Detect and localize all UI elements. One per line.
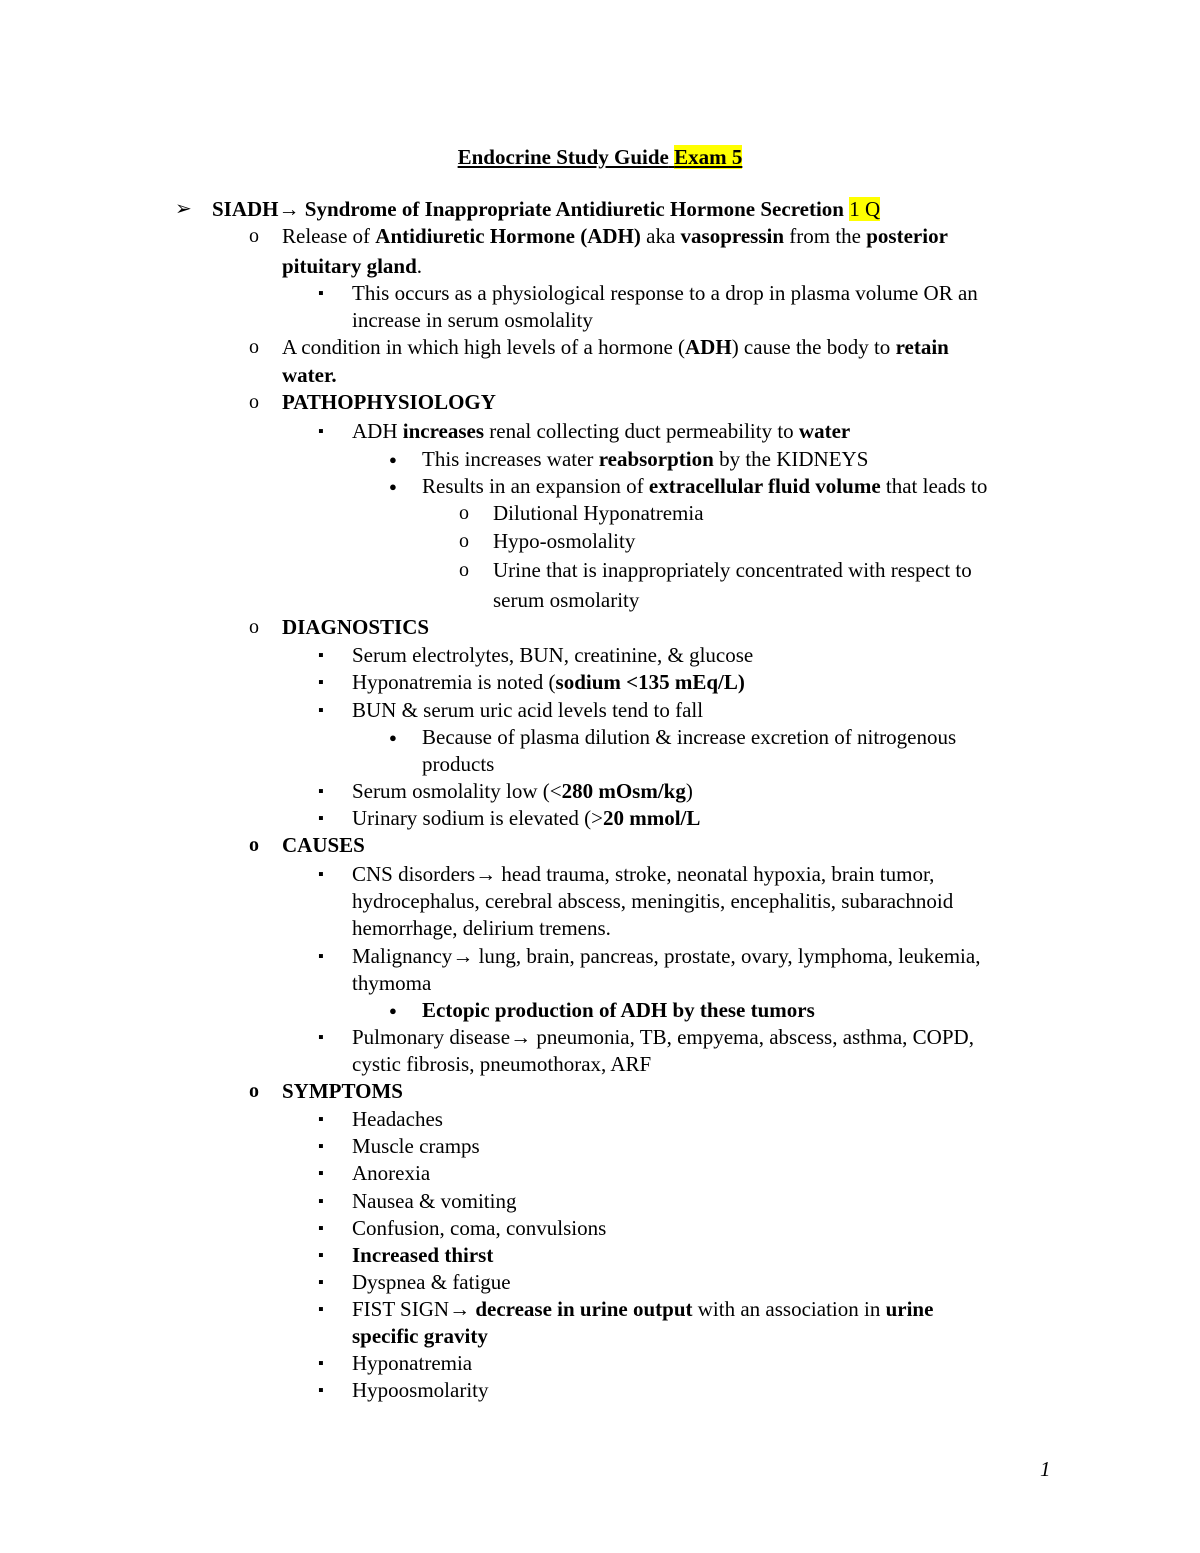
text-run: posterior (866, 224, 948, 248)
text-run: → (449, 1297, 471, 1321)
page-title (0, 142, 1200, 172)
text-run: with an association in (692, 1297, 886, 1321)
text-run: that leads to (880, 474, 988, 498)
text-run: serum osmolarity (493, 588, 640, 612)
text-run: This increases water (422, 447, 599, 471)
dot-bullet-icon: ● (389, 479, 397, 494)
text-run: Serum osmolality low (< (352, 779, 562, 803)
text-run: DIAGNOSTICS (282, 615, 430, 639)
text-run: water. (282, 363, 337, 387)
text-run: Anorexia (352, 1161, 431, 1185)
text-run: products (422, 752, 495, 776)
circle-bullet-icon: o (249, 834, 259, 856)
text-run: reabsorption (598, 447, 714, 471)
square-bullet-icon: ▪ (318, 702, 324, 719)
text-line (352, 1269, 511, 1296)
text-run: → (475, 862, 497, 886)
text-run: FIST SIGN (352, 1297, 450, 1321)
text-run: cystic fibrosis, pneumothorax, ARF (352, 1052, 652, 1076)
text-line (352, 1024, 974, 1051)
circle-bullet-icon: o (249, 616, 259, 638)
text-run: → (278, 197, 300, 221)
square-bullet-icon: ▪ (318, 1193, 324, 1210)
text-run: aka (640, 224, 681, 248)
circle-bullet-icon: o (459, 530, 469, 552)
text-line (493, 528, 635, 555)
square-bullet-icon: ▪ (318, 1165, 324, 1182)
text-run: Nausea & vomiting (352, 1189, 517, 1213)
text-line (352, 280, 978, 307)
text-line (282, 614, 429, 641)
arrow-bullet-icon: ➢ (175, 198, 192, 220)
text-line (352, 1242, 493, 1269)
square-bullet-icon: ▪ (318, 1274, 324, 1291)
text-line (422, 446, 868, 473)
text-line (352, 778, 693, 805)
text-run: pneumonia, TB, empyema, abscess, asthma, COPD, (531, 1025, 974, 1049)
text-line (352, 970, 431, 997)
text-run: ADH (685, 335, 732, 359)
text-run: Results in an expansion of (422, 474, 649, 498)
square-bullet-icon: ▪ (318, 1247, 324, 1264)
text-line (352, 1215, 606, 1242)
title-highlight: Exam 5 (674, 145, 743, 169)
text-line (422, 997, 815, 1024)
text-run: Increased thirst (352, 1243, 494, 1267)
text-line (352, 1350, 472, 1377)
text-run: . (416, 254, 423, 278)
text-run: by the KIDNEYS (713, 447, 869, 471)
dot-bullet-icon: ● (389, 730, 397, 745)
text-line (352, 943, 980, 970)
square-bullet-icon: ▪ (318, 1382, 324, 1399)
text-run: → (510, 1025, 532, 1049)
square-bullet-icon: ▪ (318, 948, 324, 965)
text-run: A condition in which high levels of a hormone ( (282, 335, 686, 359)
text-line (212, 196, 880, 223)
text-line (352, 1296, 933, 1323)
text-line (422, 751, 494, 778)
text-run: Hypo-osmolality (493, 529, 636, 553)
text-run: increases (402, 419, 485, 443)
text-line (352, 1160, 430, 1187)
text-run: Dyspnea & fatigue (352, 1270, 511, 1294)
text-run: Malignancy (352, 944, 453, 968)
page-number: 1 (1040, 1457, 1051, 1481)
text-run: pituitary gland (282, 254, 417, 278)
text-line (282, 253, 422, 280)
text-line (282, 223, 948, 250)
square-bullet-icon: ▪ (318, 423, 324, 440)
text-run: head trauma, stroke, neonatal hypoxia, brain tumor, (496, 862, 935, 886)
text-line (282, 389, 496, 416)
circle-bullet-icon: o (459, 502, 469, 524)
square-bullet-icon: ▪ (318, 866, 324, 883)
text-run: Headaches (352, 1107, 443, 1131)
square-bullet-icon: ▪ (318, 810, 324, 827)
text-run: sodium <135 mEq/L) (555, 670, 745, 694)
text-run: SIADH (212, 197, 279, 221)
square-bullet-icon: ▪ (318, 1111, 324, 1128)
square-bullet-icon: ▪ (318, 783, 324, 800)
text-run: CNS disorders (352, 862, 476, 886)
text-run: Antidiuretic Hormone (ADH) (375, 224, 641, 248)
text-line (282, 832, 365, 859)
text-run: PATHOPHYSIOLOGY (282, 390, 496, 414)
circle-bullet-icon: o (249, 1080, 259, 1102)
text-line (352, 1051, 651, 1078)
text-run: decrease in urine output (475, 1297, 693, 1321)
text-line (352, 1106, 443, 1133)
text-run: Serum electrolytes, BUN, creatinine, & glucose (352, 643, 754, 667)
text-run: lung, brain, pancreas, prostate, ovary, lymphoma, leukemia, (473, 944, 981, 968)
text-run: SYMPTOMS (282, 1079, 403, 1103)
dot-bullet-icon: ● (389, 1003, 397, 1018)
text-run: hydrocephalus, cerebral abscess, meningitis, encephalitis, subarachnoid (352, 889, 954, 913)
text-line (493, 587, 639, 614)
text-run: ) (685, 779, 693, 803)
text-line (352, 915, 611, 942)
text-line (282, 362, 337, 389)
text-run: Hyponatremia (352, 1351, 473, 1375)
text-run: ) cause the body to (731, 335, 896, 359)
text-line (422, 724, 956, 751)
text-run: Urine that is inappropriately concentrated with respect to (493, 558, 972, 582)
text-line (352, 1133, 480, 1160)
text-run: Hypoosmolarity (352, 1378, 489, 1402)
text-line (352, 805, 700, 832)
text-line (493, 557, 972, 584)
text-line (352, 697, 703, 724)
text-run: Hyponatremia is noted ( (352, 670, 556, 694)
text-line (352, 307, 593, 334)
text-run: Ectopic production of ADH by these tumors (422, 998, 815, 1022)
square-bullet-icon: ▪ (318, 285, 324, 302)
title-main: Endocrine Study Guide (457, 145, 669, 169)
text-run: thymoma (352, 971, 432, 995)
text-run: → (452, 944, 474, 968)
text-run: 1 Q (849, 197, 881, 221)
text-run: CAUSES (282, 833, 365, 857)
text-run: Dilutional Hyponatremia (493, 501, 704, 525)
circle-bullet-icon: o (249, 225, 259, 247)
square-bullet-icon: ▪ (318, 647, 324, 664)
text-run: Pulmonary disease (352, 1025, 511, 1049)
text-line (352, 1188, 516, 1215)
text-line (352, 669, 745, 696)
text-run: vasopressin (680, 224, 785, 248)
text-line (493, 500, 704, 527)
text-run: water (798, 419, 851, 443)
text-run: Syndrome of Inappropriate Antidiuretic Hormone Secretion (299, 197, 850, 221)
text-line (282, 334, 949, 361)
text-line (352, 1323, 488, 1350)
text-run: hemorrhage, delirium tremens. (352, 916, 611, 940)
square-bullet-icon: ▪ (318, 1029, 324, 1046)
square-bullet-icon: ▪ (318, 1220, 324, 1237)
text-line (352, 642, 753, 669)
text-run: Release of (282, 224, 376, 248)
text-run: BUN & serum uric acid levels tend to fall (352, 698, 704, 722)
text-run: Urinary sodium is elevated (> (352, 806, 603, 830)
text-run: This occurs as a physiological response to a drop in plasma volume OR an (352, 281, 978, 305)
square-bullet-icon: ▪ (318, 674, 324, 691)
square-bullet-icon: ▪ (318, 1355, 324, 1372)
circle-bullet-icon: o (459, 559, 469, 581)
text-line (352, 888, 953, 915)
text-line (422, 473, 987, 500)
square-bullet-icon: ▪ (318, 1138, 324, 1155)
text-line (352, 861, 934, 888)
text-run: from the (784, 224, 867, 248)
text-run: 280 mOsm/kg (561, 779, 686, 803)
text-run: Confusion, coma, convulsions (352, 1216, 607, 1240)
text-line (282, 1078, 403, 1105)
text-run: extracellular fluid volume (648, 474, 881, 498)
dot-bullet-icon: ● (389, 452, 397, 467)
text-run: specific gravity (352, 1324, 488, 1348)
text-run: urine (885, 1297, 934, 1321)
text-run: 20 mmol/L (602, 806, 701, 830)
text-run: Muscle cramps (352, 1134, 480, 1158)
text-run: renal collecting duct permeability to (484, 419, 799, 443)
text-line (352, 1377, 489, 1404)
square-bullet-icon: ▪ (318, 1301, 324, 1318)
text-run: ADH (352, 419, 403, 443)
text-run: Because of plasma dilution & increase excretion of nitrogenous (422, 725, 957, 749)
text-line (352, 418, 850, 445)
circle-bullet-icon: o (249, 336, 259, 358)
text-run: retain (895, 335, 949, 359)
circle-bullet-icon: o (249, 391, 259, 413)
text-run: increase in serum osmolality (352, 308, 593, 332)
